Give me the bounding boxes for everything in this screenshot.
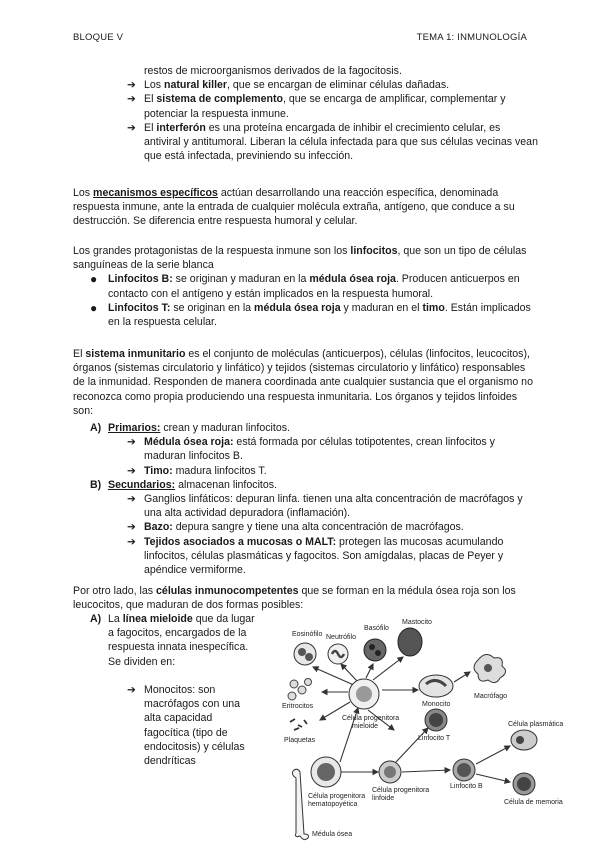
list-item: ➔ Los natural killer, que se encargan de eliminar células dañadas. <box>127 79 450 92</box>
arrow-icon: ➔ <box>127 535 136 548</box>
immune-cells-diagram <box>278 612 576 842</box>
arrow-icon: ➔ <box>127 684 136 696</box>
label-eosinofilo: Eosinófilo <box>292 631 323 638</box>
cell-memoria <box>513 773 535 795</box>
cell-linfocito-t <box>425 709 447 731</box>
paragraph-sistema: El sistema inmunitario es el conjunto de moléculas (anticuerpos), células (linfocitos, leucocitos), órganos (sistemas circulatorio y linfático) y tejidos (sistemas circulatorio y linfático) responsables de la inmunidad. Responden de manera coordinada ante cualquier sustancia que el organismo no reconozca como propia produciendo una respuesta inmunitaria. Los órganos y tejidos linfoides son: <box>73 348 533 417</box>
cell-basofilo <box>364 639 386 661</box>
list-item: ➔ Tejidos asociados a mucosas o MALT: protegen las mucosas acumulando linfocitos, células plasmáticas y fagocitos. Son amígdalas, placas de Peyer y apéndice vermiforme. <box>127 535 504 577</box>
label-hematopoyetica-1: Célula progenitora <box>308 793 366 800</box>
list-item: ➔ Bazo: depura sangre y tiene una alta concentración de macrófagos. <box>127 521 464 534</box>
label-monocito: Monocito <box>422 701 451 708</box>
cell-mastocito <box>398 628 422 656</box>
bullet-icon: ● <box>90 272 98 287</box>
cell-progenitora-hematopoyetica <box>311 757 341 787</box>
paragraph-linfocitos: Los grandes protagonistas de la respuesta inmune son los linfocitos, que son un tipo de células sanguíneas de la serie blanca ● Linfocitos B: se originan y maduran en la médula ósea roja. Producen anticuerpos en contacto con el antígeno y están implicados en la respuesta humoral. ● Linfocitos T: se originan en la médula ósea roja y maduran en el timo. Están implicados en la respuesta celular. <box>73 244 538 329</box>
cell-plaquetas <box>290 719 307 730</box>
cell-linfocito-b <box>453 759 475 781</box>
intro-list <box>73 64 538 163</box>
cell-neutrofilo <box>328 644 348 664</box>
label-progenitora: Célula progenitora <box>342 715 400 722</box>
bullet-icon: ● <box>90 300 98 315</box>
label-eritrocitos: Eritrocitos <box>282 703 314 710</box>
arrow-icon: ➔ <box>127 521 136 534</box>
cell-macrofago <box>474 654 506 682</box>
arrow-icon: ➔ <box>127 93 136 106</box>
list-item: B) Secundarios: almacenan linfocitos. <box>90 478 277 491</box>
linea-mieloide: A) La línea mieloide que da lugar a fagocitos, encargados de la respuesta innata inespecífica. Se dividen en: <box>90 613 255 668</box>
label-hematopoyetica-2: hematopoyética <box>308 801 358 808</box>
label-plaquetas: Plaquetas <box>284 737 316 744</box>
list-item: ➔ Médula ósea roja: está formada por células totipotentes, crean linfocitos y maduran linfocitos B. <box>127 436 495 463</box>
arrow-icon: ➔ <box>127 121 136 134</box>
label-medula: Médula ósea <box>312 831 353 838</box>
paragraph-inmunocompetentes: Por otro lado, las células inmunocompetentes que se forman en la médula ósea roja son los leucocitos, que maduran de dos formas posibles: <box>73 585 516 612</box>
cell-monocito <box>419 675 453 697</box>
list-item: ➔ El interferón es una proteína encargada de inhibir el crecimiento celular, es antiviral y antitumoral. Liberan la célula infectada para que sus células vecinas vean que está infectada, previniendo su infección. <box>127 121 538 163</box>
cell-progenitora-mieloide <box>349 679 379 709</box>
label-linfocito-t: Linfocito T <box>418 735 451 742</box>
arrow-icon: ➔ <box>127 436 136 449</box>
label-neutrofilo: Neutrófilo <box>326 634 356 641</box>
cell-eosinofilo <box>294 643 316 665</box>
label-linfocito-b: Linfocito B <box>450 783 483 790</box>
arrow-icon: ➔ <box>127 464 136 477</box>
list-item: ➔ Ganglios linfáticos: depuran linfa. tienen una alta concentración de macrófagos y una alta actividad depuradora (inflamación). <box>127 493 523 520</box>
cell-progenitora-linfoide <box>379 761 401 783</box>
list-item: ● Linfocitos B: se originan y maduran en la médula ósea roja. Producen anticuerpos en contacto con el antígeno y están implicados en la respuesta humoral. <box>90 272 520 300</box>
paragraph-especificos: Los mecanismos específicos actúan desarrollando una reacción específica, denominada respuesta inmune, ante la entrada de cualquier molécula extraña, antígeno, que conduce a su destrucción. Se diferencia entre respuesta humoral y celular. <box>73 187 515 228</box>
label-linfoide-2: linfoide <box>372 795 395 802</box>
cell-eritrocitos <box>288 679 312 701</box>
label-memoria: Célula de memoria <box>504 799 563 806</box>
list-item: ● Linfocitos T: se originan en la médula ósea roja y maduran en el timo. Están implicados en la respuesta celular. <box>90 300 531 329</box>
label-plasmatica: Célula plasmática <box>508 721 564 728</box>
cell-plasmatica <box>511 730 537 750</box>
arrow-icon: ➔ <box>127 79 136 92</box>
list-item: ➔ El sistema de complemento, que se encarga de amplificar, complementar y potenciar la respuesta inmune. <box>127 93 506 120</box>
label-mieloide: mieloide <box>352 723 379 730</box>
label-linfoide-1: Célula progenitora <box>372 787 430 794</box>
bone-medula <box>292 769 308 839</box>
label-mastocito: Mastocito <box>402 619 432 626</box>
list-item: ➔ Monocitos: son macrófagos con una alta capacidad fagocítica (tipo de endocitosis) y células dendríticas <box>127 684 245 768</box>
label-basofilo: Basófilo <box>364 625 389 632</box>
arrow-icon: ➔ <box>127 493 136 506</box>
header-left: BLOQUE V <box>73 32 124 43</box>
label-macrofago: Macrófago <box>474 693 508 700</box>
list-item: restos de microorganismos derivados de la fagocitosis. <box>144 65 402 77</box>
list-item: ➔ Timo: madura linfocitos T. <box>127 464 267 477</box>
header-right: TEMA 1: INMUNOLOGÍA <box>416 32 527 43</box>
list-item: A) Primarios: crean y maduran linfocitos. <box>90 422 290 434</box>
organos-list <box>73 421 538 577</box>
